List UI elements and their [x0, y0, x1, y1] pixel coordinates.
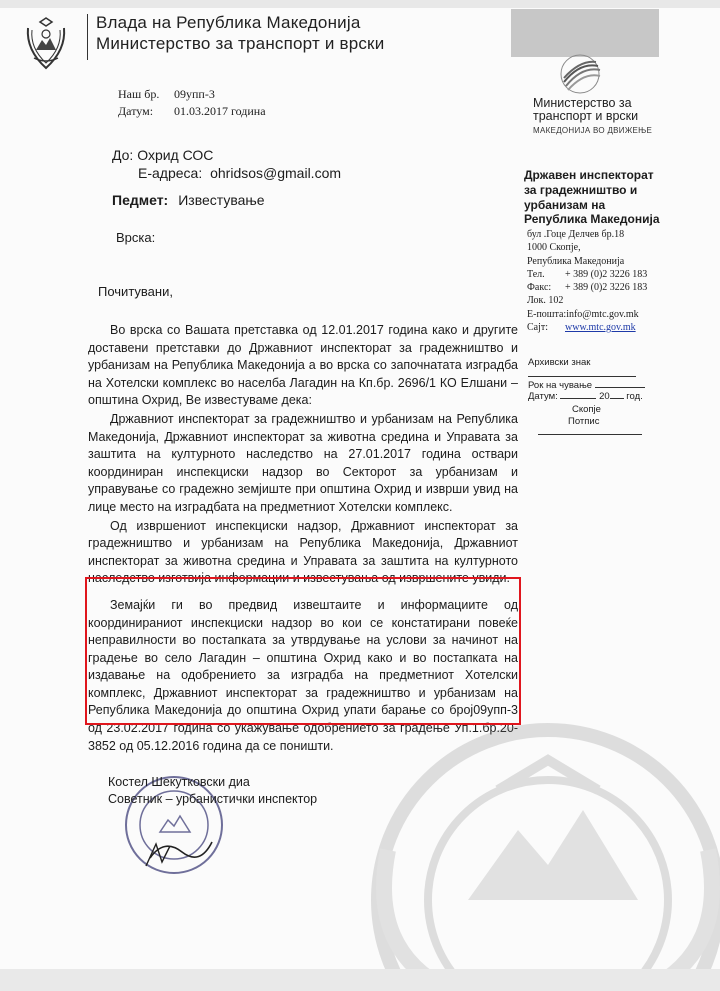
archive-city: Скопје [572, 404, 601, 415]
government-name: Влада на Република Македонија [96, 13, 361, 32]
reference-number [118, 86, 215, 102]
reference-date [118, 103, 266, 119]
body-paragraph-3: Од извршениот инспекциски надзор, Државниот инспекторат за градежништво и урбанизам на Република Македонија, Државниот инспекторат за животна средина и Управата за заштита на културното наследство изготвија информации и известувања од извршените увиди. [88, 518, 518, 586]
coat-of-arms-icon [22, 14, 70, 72]
scan-artifact-box [511, 9, 659, 57]
archive-year-prefix: 20 [599, 391, 610, 402]
recipient-value: Охрид СОС [137, 147, 214, 163]
email-value: info@mtc.gov.mk [566, 308, 639, 320]
reference-number-value: 09упп-3 [174, 87, 215, 101]
signatory-name: Костел Шекутковски диа [108, 775, 250, 789]
archive-label: Архивски знак [528, 357, 591, 368]
scan-bottom-edge [0, 969, 720, 991]
fax-line [527, 281, 647, 294]
recipient-line [112, 146, 213, 164]
fax-value: + 389 (0)2 3226 183 [565, 282, 648, 294]
inspectorate-line-3: урбанизам на [524, 197, 606, 212]
reference-number-label: Наш бр. [118, 87, 160, 101]
inspectorate-name [524, 168, 660, 227]
email-label: Е-пошта: [527, 308, 567, 320]
email-line [527, 308, 647, 321]
retention-label: Рок на чување [528, 380, 593, 391]
inspectorate-line-1: Државен инспекторат [524, 168, 654, 182]
regarding-label: Врска: [116, 230, 156, 245]
scan-top-edge [0, 0, 720, 8]
body-paragraph-2: Државниот инспекторат за градежништво и урбанизам на Република Македонија, Државниот инспекторат за животна средина и Управата за заштита на културното наследство на 27.01.2017 година оствари координиран инспекциски надзор во Секторот за урбанизам и управување со градежно земјиште при општина Охрид и изврши увид на лице место на изградбата на предметниот Хотелски комплекс. [88, 411, 518, 514]
fax-label: Факс: [527, 282, 552, 294]
archive-signature-field [538, 424, 642, 440]
subject-value: Известување [178, 192, 265, 208]
archive-date-label: Датум: [528, 391, 558, 402]
sidebar-ministry [533, 97, 638, 123]
recipient-email-line [138, 164, 341, 182]
subject-line [112, 192, 265, 208]
phone-value: + 389 (0)2 3226 183 [565, 268, 648, 280]
archive-signature-label: Потпис [568, 416, 600, 427]
ministry-logo-icon [556, 52, 604, 96]
letterhead [96, 12, 384, 54]
recipient-email-value: ohridsos@gmail.com [210, 165, 342, 181]
address-line-1: бул .Гоце Делчев бр.18 [527, 229, 625, 240]
ministry-name: Министерство за транспорт и врски [96, 34, 385, 53]
reference-date-label: Датум: [118, 104, 154, 118]
archive-year-word: год. [626, 391, 643, 402]
reference-date-value: 01.03.2017 година [174, 104, 266, 118]
address-line-3: Република Македонија [527, 255, 625, 267]
address-line-2: 1000 Скопје, [527, 242, 581, 254]
inspectorate-line-4: Република Македонија [524, 212, 660, 227]
local-extension: Лок. 102 [527, 295, 564, 307]
retention-field [595, 377, 645, 388]
contact-block [527, 228, 647, 334]
subject-label: Педмет: [112, 192, 169, 208]
body-paragraph-1: Во врска со Вашата претставка од 12.01.2017 година како и другите доставени претставки до Државниот инспекторат за градежништво и урбанизам на Република Македонија а во врска со започнатата изградба на Хотелски комплекс во населба Лагадин на Кп.бр. 2696/1 КО Елшани – општина Охрид, Ве известуваме дека: [88, 323, 518, 408]
inspectorate-line-2: за градежништво и [524, 182, 638, 197]
sidebar-ministry-line-1: Министерство за [533, 96, 632, 110]
recipient-email-label: Е-адреса: [138, 165, 203, 181]
recipient-label: До: [112, 147, 134, 163]
greeting: Почитувани, [98, 284, 173, 299]
sidebar-ministry-line-2: транспорт и врски [533, 109, 639, 123]
website-link[interactable]: www.mtc.gov.mk [565, 322, 636, 334]
archive-date-field [560, 388, 596, 399]
ministry-motto: МАКЕДОНИЈА ВО ДВИЖЕЊЕ [533, 126, 653, 135]
header-divider [87, 14, 88, 60]
phone-label: Тел. [527, 268, 545, 280]
website-label: Сајт: [527, 322, 549, 334]
body-paragraph-4-highlighted: Земајќи ги во предвид извештаите и информациите од координираниот инспекциски надзор во кои се констатирани повеќе неправилности во постапката за утврдување на услови за начинот на градење во село Лагадин – општина Охрид како и во постапката на издавање на одобрението за изградба на предметниот Хотелски комплекс, Државниот инспекторат за градежништво и урбанизам на Република Македонија до општина Охрид упати барање со број09упп-3 од 23.02.2017 година со укажување одобрението за градење Уп.1.бр.20-3852 од 05.12.2016 година да се поништи. [88, 597, 518, 753]
signatory-title: Советник – урбанистички инспектор [108, 792, 318, 806]
archive-year-field [610, 388, 624, 399]
phone-line [527, 268, 647, 281]
website-line [527, 321, 647, 334]
watermark-emblem-icon [308, 700, 720, 990]
archive-date-line [528, 388, 643, 404]
